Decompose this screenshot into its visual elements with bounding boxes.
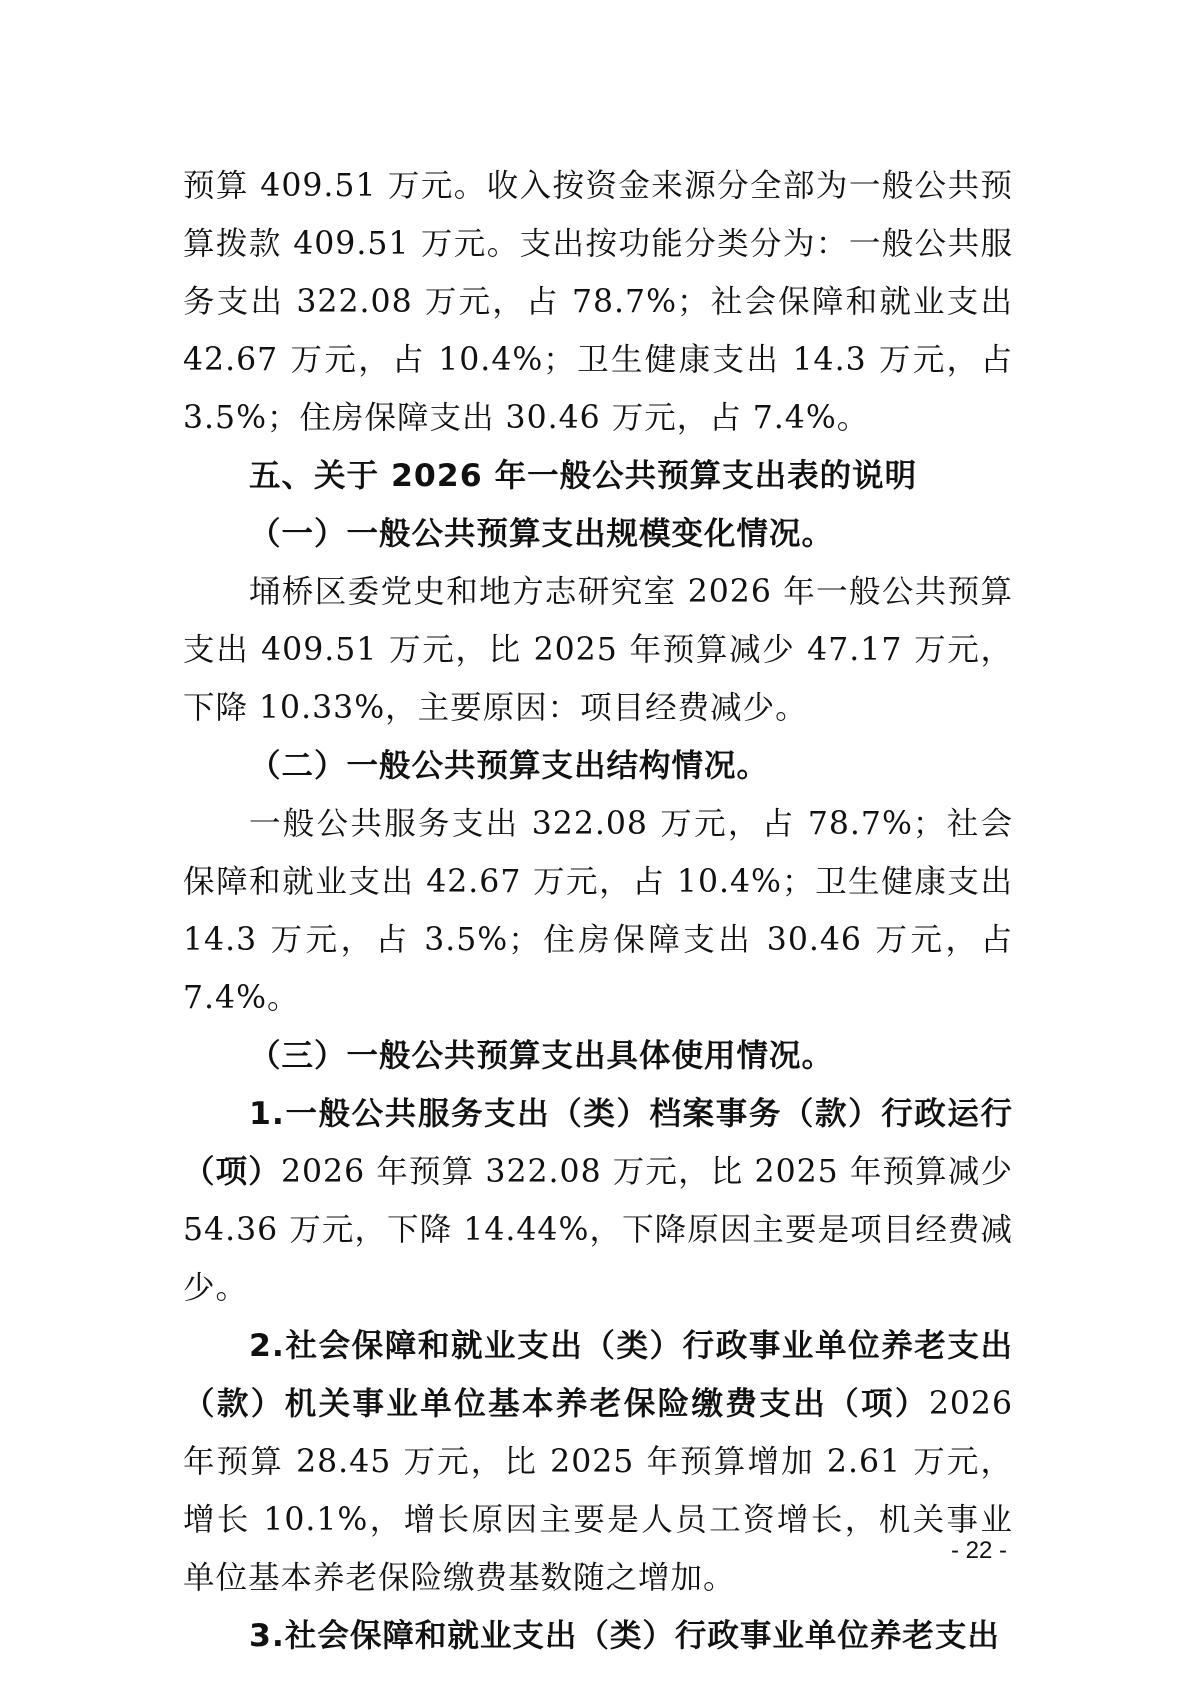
item-1-title: 1.一般公共服务支出（类）档案事务（款）行政运行（项） <box>183 1096 1013 1190</box>
section-heading-five: 五、关于 2026 年一般公共预算支出表的说明 <box>249 458 918 494</box>
subheading-scale-change: （一）一般公共预算支出规模变化情况。 <box>249 516 835 552</box>
item-2 <box>183 1317 1013 1607</box>
item-2-title: 2.社会保障和就业支出（类）行政事业单位养老支出（款）机关事业单位基本养老保险缴费支出（项） <box>183 1328 1013 1422</box>
document-body <box>183 157 1013 1665</box>
item-3 <box>183 1607 1013 1665</box>
page-number: - 22 - <box>950 1537 1007 1564</box>
item-1 <box>183 1085 1013 1317</box>
subheading-usage: （三）一般公共预算支出具体使用情况。 <box>249 1038 835 1074</box>
paragraph-scale-change: 埇桥区委党史和地方志研究室 2026 年一般公共预算支出 409.51 万元，比 2025 年预算减少 47.17 万元，下降 10.33%，主要原因：项目经费减少。 <box>183 574 1013 726</box>
paragraph-income-summary: 预算 409.51 万元。收入按资金来源分全部为一般公共预算拨款 409.51 万元。支出按功能分类分为：一般公共服务支出 322.08 万元，占 78.7%；社会保障和就业支出 42.67 万元，占 10.4%；卫生健康支出 14.3 万元，占 3.5%；住房保障支出 30.46 万元，占 7.4%。 <box>183 168 1013 436</box>
paragraph-structure: 一般公共服务支出 322.08 万元，占 78.7%；社会保障和就业支出 42.67 万元，占 10.4%；卫生健康支出 14.3 万元，占 3.5%；住房保障支出 30.46 万元，占 7.4%。 <box>183 806 1013 1016</box>
subheading-structure: （二）一般公共预算支出结构情况。 <box>249 748 770 784</box>
item-2-text: 2026 年预算 28.45 万元，比 2025 年预算增加 2.61 万元，增长 10.1%，增长原因主要是人员工资增长，机关事业单位基本养老保险缴费基数随之增加。 <box>183 1386 1013 1596</box>
item-1-text: 2026 年预算 322.08 万元，比 2025 年预算减少 54.36 万元，下降 14.44%，下降原因主要是项目经费减少。 <box>183 1154 1013 1306</box>
item-3-title: 3.社会保障和就业支出（类）行政事业单位养老支出 <box>249 1618 1000 1654</box>
